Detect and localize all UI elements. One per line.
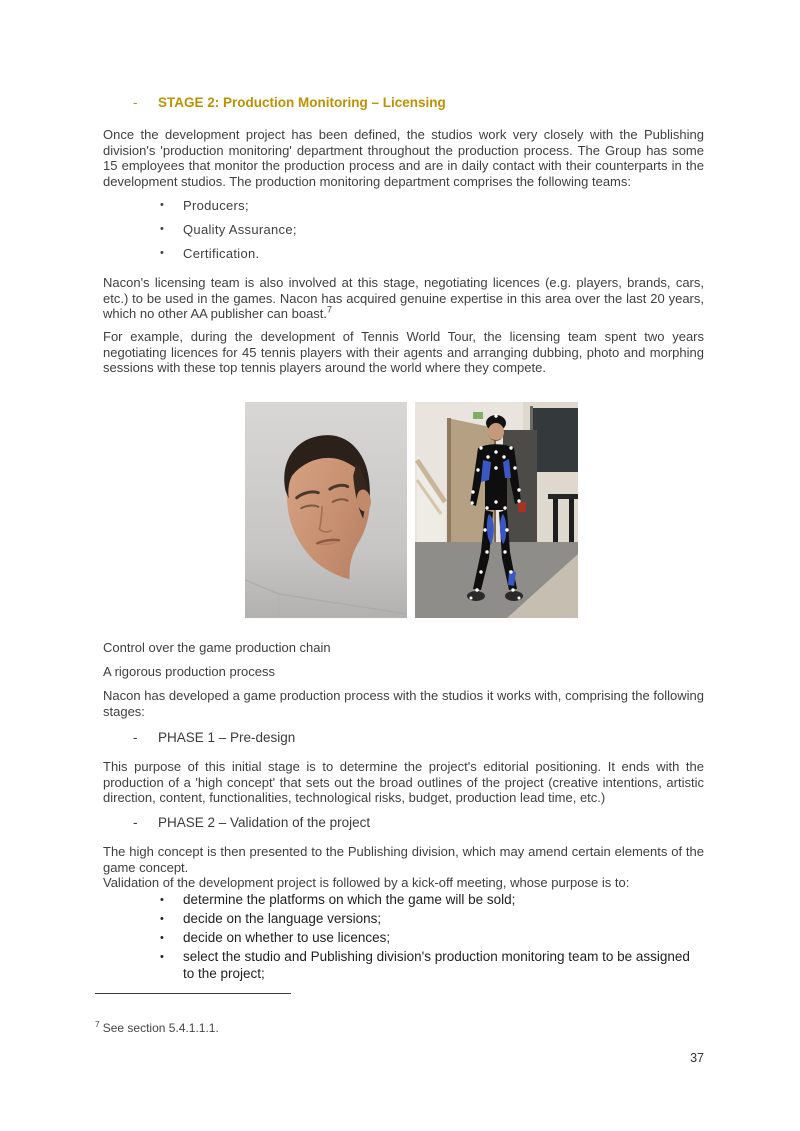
phase2-heading xyxy=(133,815,533,830)
list-item xyxy=(160,222,580,237)
list-item xyxy=(160,198,580,213)
list-item-label: decide on the language versions; xyxy=(183,911,382,926)
list-item xyxy=(160,246,580,261)
section-heading xyxy=(133,96,693,110)
list-item xyxy=(160,911,705,928)
figure-3d-head-scan xyxy=(245,402,407,618)
list-item-label: Quality Assurance; xyxy=(183,222,297,237)
bullet-icon: • xyxy=(160,951,164,963)
list-item-label: select the studio and Publishing division's production monitoring team to be assigned to the project; xyxy=(183,949,690,981)
heading-dash: - xyxy=(133,95,138,110)
list-item xyxy=(160,930,705,947)
list-item-label: Producers; xyxy=(183,198,249,213)
paragraph-phase1-body: This purpose of this initial stage is to determine the project's editorial positioning. It ends with the production of a 'high concept' that sets out the broad outlines of the project (creative intentions, artistic direction, content, functionalities, technological risks, budget, production lead time, etc.) xyxy=(103,759,704,805)
footnote-reference: 7 xyxy=(327,304,333,315)
figure-motion-capture-suit xyxy=(415,402,578,618)
kickoff-bullet-list xyxy=(160,892,705,985)
paragraph-validation: Validation of the development project is followed by a kick-off meeting, whose purpose is to: xyxy=(103,875,630,890)
rigorous-process-heading: A rigorous production process xyxy=(103,664,275,679)
paragraph-intro: Once the development project has been defined, the studios work very closely with the Publishing division's 'production monitoring' department throughout the production process. The Group has some 15 employees that monitor the production process and are in daily contact with their counterparts in the development studios. The production monitoring department comprises the following teams: xyxy=(103,127,704,189)
list-item-label: determine the platforms on which the game will be sold; xyxy=(183,892,516,907)
phase2-label: PHASE 2 – Validation of the project xyxy=(158,815,371,830)
list-item xyxy=(160,892,705,909)
bullet-icon: • xyxy=(160,223,165,235)
control-chain-heading: Control over the game production chain xyxy=(103,640,331,655)
bullet-icon: • xyxy=(160,247,165,259)
paragraph-licensing xyxy=(103,275,704,322)
paragraph-high-concept: The high concept is then presented to the Publishing division, which may amend certain elements of the game concept. xyxy=(103,844,704,875)
list-item-label: Certification. xyxy=(183,246,260,261)
list-item-label: decide on whether to use licences; xyxy=(183,930,391,945)
bullet-icon: • xyxy=(160,913,164,925)
paragraph-example: For example, during the development of Tennis World Tour, the licensing team spent two years negotiating licences for 45 tennis players with their agents and arranging dubbing, photo and morphing sessions with these top tennis players around the world where they compete. xyxy=(103,329,704,375)
figure-row xyxy=(245,402,578,618)
footnote-text: See section 5.4.1.1.1. xyxy=(102,1021,219,1035)
paragraph-process-intro: Nacon has developed a game production process with the studios it works with, comprising the following stages: xyxy=(103,688,704,719)
team-bullet-list xyxy=(160,198,580,270)
bullet-icon: • xyxy=(160,894,164,906)
phase1-label: PHASE 1 – Pre-design xyxy=(158,730,296,745)
phase-dash: - xyxy=(133,815,138,830)
page-number: 37 xyxy=(690,1051,704,1065)
bullet-icon: • xyxy=(160,199,165,211)
phase-dash: - xyxy=(133,730,138,745)
paragraph-licensing-text: Nacon's licensing team is also involved at this stage, negotiating licences (e.g. players, brands, cars, etc.) to be used in the games. Nacon has acquired genuine expertise in this area over the last 20 years, which no other AA publisher can boast. xyxy=(103,275,704,321)
phase1-heading xyxy=(133,730,533,745)
bullet-icon: • xyxy=(160,932,164,944)
validation-block xyxy=(103,844,704,891)
footnote xyxy=(95,1021,219,1035)
list-item xyxy=(160,949,705,982)
footnote-divider xyxy=(95,993,291,994)
section-heading-label: STAGE 2: Production Monitoring – Licensing xyxy=(158,95,446,110)
footnote-marker: 7 xyxy=(95,1019,100,1029)
